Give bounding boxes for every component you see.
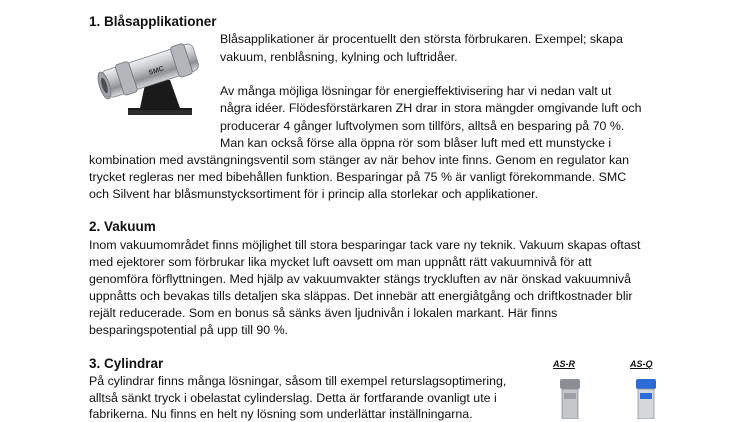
section-heading-blasapplikationer: 1. Blåsapplikationer	[89, 14, 217, 29]
paragraph-line: uppnåtts och bevakas tills detaljen ska släppas. Det innebär att energiåtgång och driftkostnader blir	[89, 289, 633, 303]
paragraph-line: genomföra förflyttningen. Med hjälp av vakuumvakter stängs tryckluften av när önskad vakuumnivå	[89, 272, 632, 286]
paragraph-line: Av många möjliga lösningar för energieffektivisering har vi nedan valt ut	[220, 84, 612, 98]
paragraph-line: besparingspotential på upp till 90 %.	[89, 323, 289, 337]
paragraph-line: Inom vakuumområdet finns möjlighet till stora besparingar tack vare ny teknik. Vakuum skapas oftast	[89, 238, 641, 252]
as-q-valve-image	[626, 379, 666, 419]
paragraph-line: Man kan också förse alla öppna rör som blåser luft med ett munstycke i	[220, 136, 612, 150]
svg-text:SMC: SMC	[147, 65, 165, 77]
paragraph-line: och Silvent har blåsmunstycksortiment för i princip alla storlekar och applikationer.	[89, 187, 539, 201]
section-heading-cylindrar: 3. Cylindrar	[89, 356, 164, 371]
paragraph-line: några idéer. Flödesförstärkaren ZH drar in stora mängder omgivande luft och	[220, 101, 642, 115]
paragraph-line: På cylindrar finns många lösningar, såsom till exempel returslagsoptimering,	[89, 374, 507, 388]
paragraph-line: fabrikerna. Nu finns en helt ny lösning som underlättar inställningarna.	[89, 407, 473, 421]
product-label-as-q: AS-Q	[630, 359, 653, 369]
paragraph-line: kombination med avstängningsventil som stänger av när behov inte finns. Genom en regulator kan	[89, 153, 629, 167]
paragraph-line: Blåsapplikationer är procentuellt den största förbrukaren. Exempel; skapa	[220, 32, 623, 46]
flow-amplifier-image	[88, 30, 216, 118]
paragraph-line: alltså sänkt tryck i obelastat cylinderslag. Detta är fortfarande ovanligt ute i	[89, 391, 497, 405]
product-label-as-r: AS-R	[553, 359, 575, 369]
paragraph-line: med ejektorer som förbrukar lika mycket luft oavsett om man uppnått rätt vakuumnivå för att	[89, 255, 592, 269]
as-r-valve-image	[550, 379, 590, 419]
paragraph-line: trycket regleras ner med bibehållen funktion. Besparingar på 75 % är vanligt förekommande. SMC	[89, 170, 627, 184]
paragraph-line: producerar 4 gånger luftvolymen som tillförs, alltså en besparing på 70 %.	[220, 119, 625, 133]
section-heading-vakuum: 2. Vakuum	[89, 219, 156, 234]
paragraph-line: vakuum, renblåsning, kylning och luftridåer.	[220, 50, 458, 64]
paragraph-line: rejält reducerade. Som en bonus så sänks även ljudnivån i lokalen markant. Här finns	[89, 306, 558, 320]
